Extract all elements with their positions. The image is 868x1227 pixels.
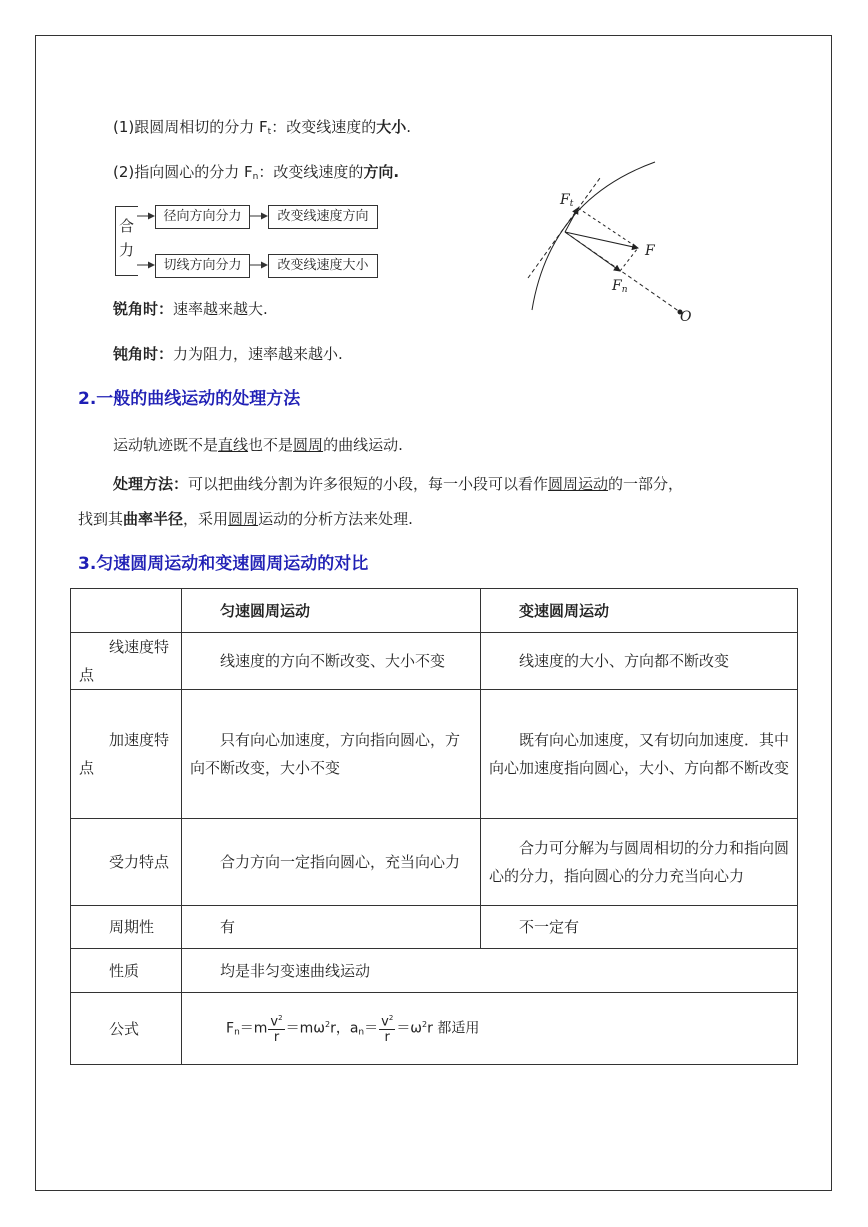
s2-p3-a: 找到其 <box>78 510 124 528</box>
nature-label: 性质 <box>71 949 182 993</box>
flow-radial-component: 径向方向分力 <box>155 205 250 229</box>
flow-arrows <box>0 0 868 300</box>
row-uniform: 有 <box>182 906 481 949</box>
label-Fn-sub: n <box>621 285 628 295</box>
formula-label: 公式 <box>71 993 182 1065</box>
label-Ft-sub: t <box>569 199 574 209</box>
formula-tail: r 都适用 <box>427 1020 480 1037</box>
frac1-den: r <box>273 1030 280 1046</box>
nature-text: 均是非匀变速曲线运动 <box>182 949 798 993</box>
intro-line-1-bold: 大小 <box>376 118 407 136</box>
row-label: 受力特点 <box>71 819 182 906</box>
header-cell-variable: 变速圆周运动 <box>481 589 798 633</box>
row-variable: 既有向心加速度，又有切向加速度．其中向心加速度指向圆心，大小、方向都不断改变 <box>481 690 798 819</box>
intro-line-2-subscript: n <box>252 172 259 182</box>
frac1-num-sup: 2 <box>278 1014 283 1023</box>
section-2-paragraph-1 <box>113 435 403 455</box>
flow-tangential-component: 切线方向分力 <box>155 254 250 278</box>
intro-line-2-bold: 方向. <box>363 163 400 181</box>
obtuse-angle-label: 钝角时： <box>113 345 174 363</box>
obtuse-angle-text: 力为阻力，速率越来越小. <box>173 345 343 363</box>
s2-p2-a: 可以把曲线分割为许多很短的小段，每一小段可以看作 <box>188 475 549 493</box>
row-variable: 合力可分解为与圆周相切的分力和指向圆心的分力，指向圆心的分力充当向心力 <box>481 819 798 906</box>
formula-an: a <box>349 1020 359 1037</box>
s2-p1-c: 的曲线运动. <box>323 436 403 454</box>
section-3-title: 3.匀速圆周运动和变速圆周运动的对比 <box>78 554 369 574</box>
s2-p1-b: 也不是 <box>248 436 294 454</box>
s2-p3-underline: 圆周 <box>228 510 259 528</box>
parallelogram-side-1 <box>578 208 638 248</box>
section-2-title: 2.一般的曲线运动的处理方法 <box>78 389 301 409</box>
row-label: 周期性 <box>71 906 182 949</box>
formula-eq3: ＝ <box>364 1020 379 1037</box>
frac2-num: v <box>381 1014 389 1030</box>
s2-p1-a: 运动轨迹既不是 <box>113 436 219 454</box>
label-Fn-main: F <box>612 278 622 294</box>
comparison-table <box>70 588 798 1065</box>
formula-Fn: F <box>226 1020 235 1037</box>
label-Fn <box>612 276 628 300</box>
intro-line-1-end: . <box>406 118 411 136</box>
formula-eq1: ＝m <box>239 1020 268 1037</box>
s2-p3-c: 运动的分析方法来处理. <box>258 510 413 528</box>
parallelogram-side-2 <box>620 248 638 271</box>
row-uniform: 线速度的方向不断改变、大小不变 <box>182 633 481 690</box>
formula-an-sub: n <box>358 1027 365 1038</box>
intro-line-2-middle: ：改变线速度的 <box>258 163 364 181</box>
formula-omega-sq-2: 2 <box>422 1019 428 1029</box>
table-row-formula <box>71 993 798 1065</box>
label-F: F <box>645 243 655 259</box>
formula-omega-sq: 2 <box>324 1019 331 1029</box>
label-Ft-main: F <box>560 192 570 208</box>
flow-source-label: 合力 <box>119 217 135 259</box>
intro-line-1-subscript: t <box>267 127 272 137</box>
row-uniform: 只有向心加速度，方向指向圆心，方向不断改变，大小不变 <box>182 690 481 819</box>
table-row-nature <box>71 949 798 993</box>
table-row <box>71 690 798 819</box>
formula-r1: r， <box>330 1020 350 1037</box>
flow-radial-result: 改变线速度方向 <box>268 205 378 229</box>
formula-fraction-1 <box>268 1011 284 1045</box>
table-row <box>71 819 798 906</box>
s2-p2-b: 的一部分， <box>608 475 684 493</box>
frac1-num: v <box>270 1014 279 1030</box>
acute-angle-text: 速率越来越大. <box>173 300 268 318</box>
trajectory-curve <box>532 162 655 310</box>
table-header-row <box>71 589 798 633</box>
row-variable: 线速度的大小、方向都不断改变 <box>481 633 798 690</box>
flow-tangential-result: 改变线速度大小 <box>268 254 378 278</box>
frac2-den: r <box>384 1030 390 1046</box>
table-row <box>71 633 798 690</box>
acute-angle-line <box>113 299 268 319</box>
label-O: O <box>680 309 692 325</box>
formula-fraction-2 <box>379 1011 395 1045</box>
section-2-paragraph-2 <box>113 474 683 494</box>
s2-p2-label: 处理方法： <box>113 475 189 493</box>
row-label: 线速度特点 <box>71 633 182 690</box>
obtuse-angle-line <box>113 344 343 364</box>
row-variable: 不一定有 <box>481 906 798 949</box>
formula-eq2: ＝mω <box>285 1020 325 1037</box>
intro-line-1-prefix: (1)跟圆周相切的分力 F <box>113 118 268 136</box>
s2-p2-underline: 圆周运动 <box>548 475 609 493</box>
label-Ft <box>560 190 573 214</box>
table-row <box>71 906 798 949</box>
s2-p1-underline-2: 圆周 <box>293 436 324 454</box>
formula-cell <box>182 993 798 1065</box>
intro-line-1-middle: ：改变线速度的 <box>271 118 377 136</box>
row-label: 加速度特点 <box>71 690 182 819</box>
acute-angle-label: 锐角时： <box>113 300 174 318</box>
section-2-paragraph-3 <box>78 509 413 529</box>
formula-Fn-sub: n <box>234 1027 240 1038</box>
s2-p3-b: ，采用 <box>183 510 229 528</box>
header-cell-uniform: 匀速圆周运动 <box>182 589 481 633</box>
row-uniform: 合力方向一定指向圆心，充当向心力 <box>182 819 481 906</box>
s2-p1-underline-1: 直线 <box>218 436 249 454</box>
s2-p3-bold: 曲率半径 <box>123 510 184 528</box>
header-cell-empty <box>71 589 182 633</box>
formula-eq4: ＝ω <box>396 1020 423 1037</box>
frac2-num-sup: 2 <box>388 1014 394 1023</box>
intro-line-2-prefix: (2)指向圆心的分力 F <box>113 163 253 181</box>
